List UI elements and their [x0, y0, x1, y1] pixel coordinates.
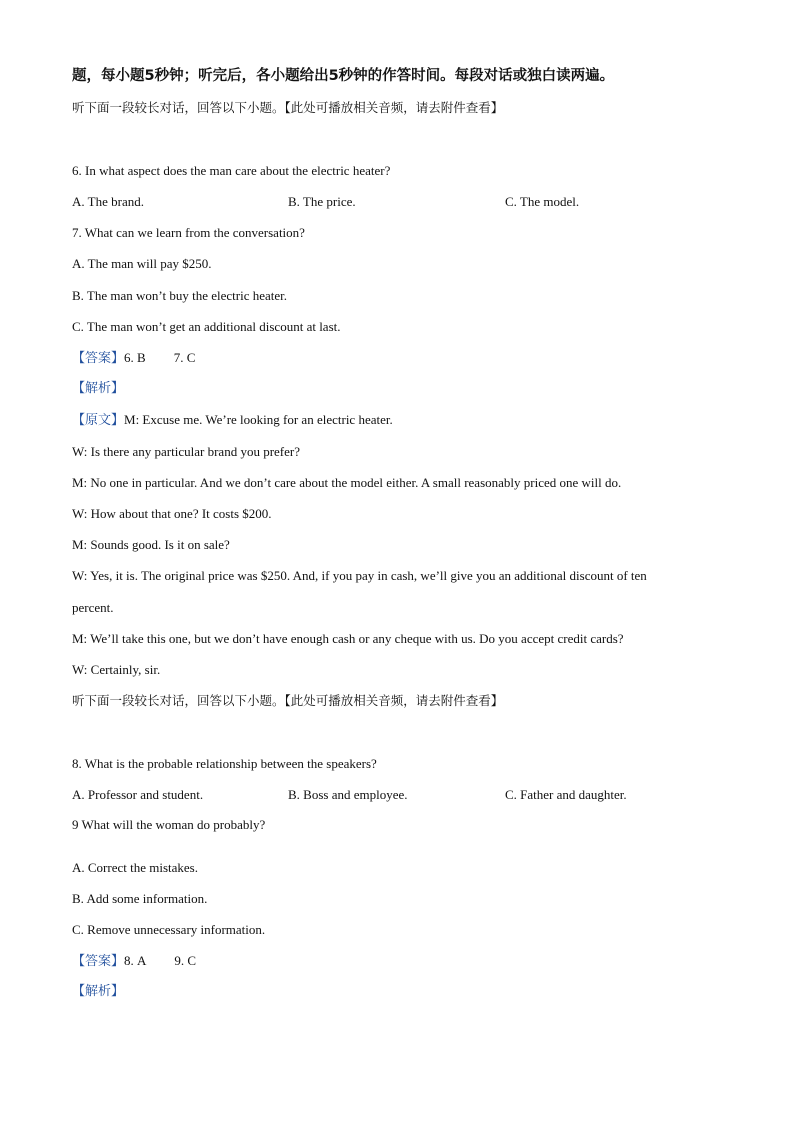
question-7-option-b: B. The man won’t buy the electric heater.	[72, 288, 288, 303]
question-6-option-b: B. The price.	[288, 194, 356, 209]
transcript-line-2: W: Is there any particular brand you prefer?	[72, 444, 300, 459]
question-9-option-a: A. Correct the mistakes.	[72, 860, 198, 875]
transcript-text-1: M: Excuse me. We’re looking for an electric heater.	[124, 412, 393, 427]
question-7-option-a: A. The man will pay $250.	[72, 256, 212, 271]
question-6-option-a: A. The brand.	[72, 194, 144, 209]
question-6-stem: 6. In what aspect does the man care about the electric heater?	[72, 163, 391, 178]
transcript-line-4: W: How about that one? It costs $200.	[72, 506, 272, 521]
transcript-line-1	[72, 412, 393, 429]
transcript-line-5: M: Sounds good. Is it on sale?	[72, 537, 230, 552]
answer-9: 9. C	[174, 953, 197, 968]
question-8-option-b: B. Boss and employee.	[288, 787, 408, 802]
answer-tag-2: 【答案】	[72, 954, 125, 969]
answer-tag: 【答案】	[72, 351, 125, 366]
section2-instruction: 听下面一段较长对话，回答以下小题。【此处可播放相关音频，请去附件查看】	[72, 693, 504, 708]
transcript-line-6: W: Yes, it is. The original price was $250. And, if you pay in cash, we’ll give you an additional discount of ten	[72, 568, 647, 583]
question-6-option-c: C. The model.	[505, 194, 580, 209]
section1-instruction: 听下面一段较长对话，回答以下小题。【此处可播放相关音频，请去附件查看】	[72, 100, 504, 115]
answer-8: 8. A	[124, 953, 147, 968]
transcript-tag: 【原文】	[72, 413, 125, 428]
question-8-option-c: C. Father and daughter.	[505, 787, 627, 802]
question-9-option-b: B. Add some information.	[72, 891, 208, 906]
answer-7: 7. C	[173, 350, 196, 365]
transcript-line-7: percent.	[72, 600, 114, 615]
intro-line: 题，每小题5秒钟；听完后，各小题给出5秒钟的作答时间。每段对话或独白读两遍。	[72, 68, 615, 84]
transcript-line-3: M: No one in particular. And we don’t care about the model either. A small reasonably priced one will do.	[72, 475, 622, 490]
answer-line-1	[72, 350, 195, 367]
answer-line-2	[72, 953, 196, 970]
analysis-tag-1: 【解析】	[72, 381, 125, 396]
transcript-line-9: W: Certainly, sir.	[72, 662, 161, 677]
question-9-option-c: C. Remove unnecessary information.	[72, 922, 266, 937]
question-8-option-a: A. Professor and student.	[72, 787, 204, 802]
question-7-stem: 7. What can we learn from the conversation?	[72, 225, 305, 240]
question-7-option-c: C. The man won’t get an additional discount at last.	[72, 319, 341, 334]
question-9-stem: 9 What will the woman do probably?	[72, 817, 266, 832]
transcript-line-8: M: We’ll take this one, but we don’t have enough cash or any cheque with us. Do you accept credit cards?	[72, 631, 624, 646]
answer-6: 6. B	[124, 350, 146, 365]
analysis-tag-2: 【解析】	[72, 984, 125, 999]
question-8-stem: 8. What is the probable relationship between the speakers?	[72, 756, 377, 771]
